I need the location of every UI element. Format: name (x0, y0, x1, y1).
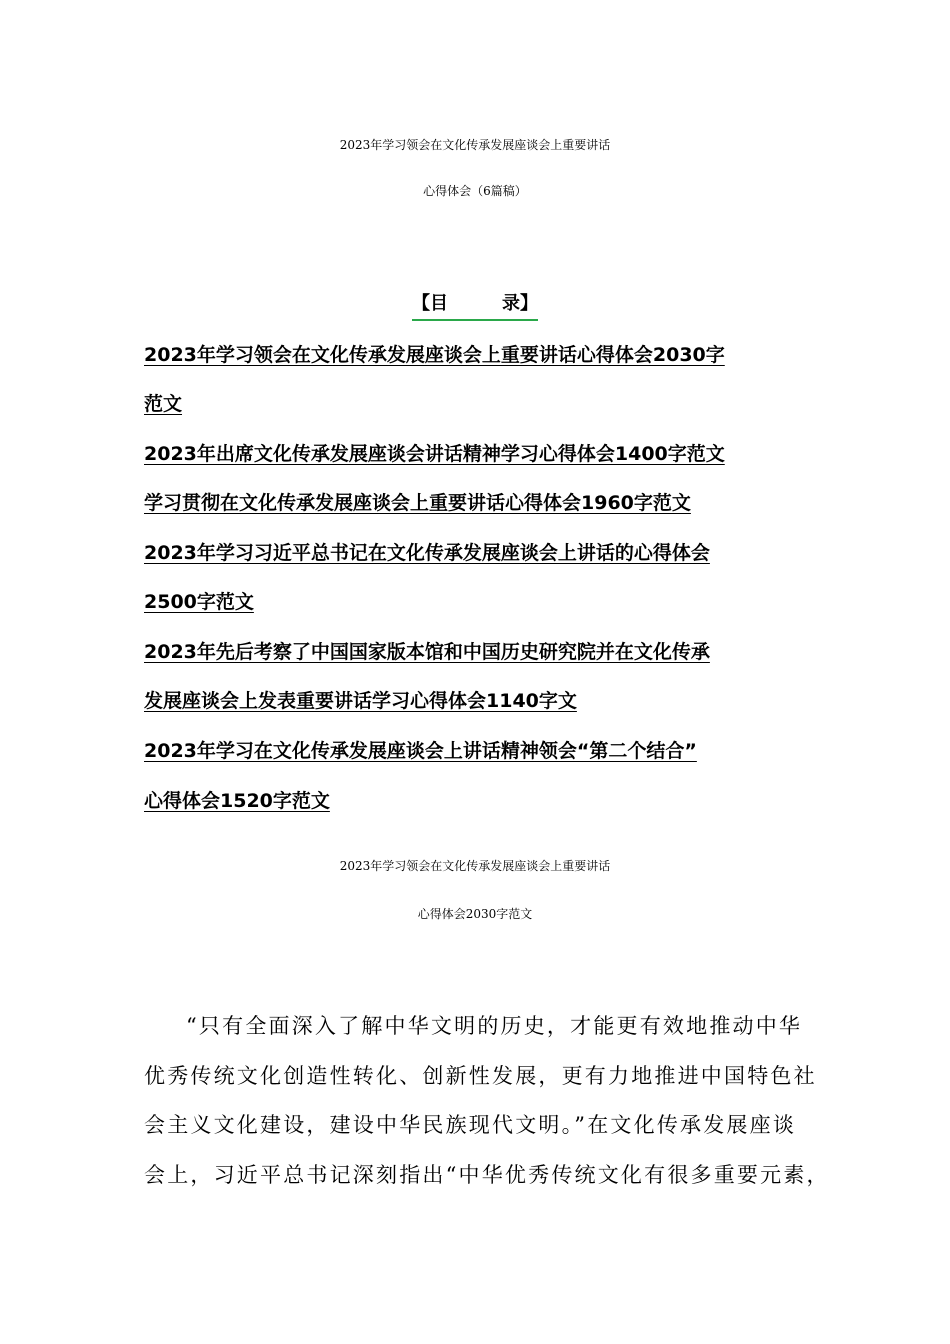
toc-link-6-cont[interactable]: 心得体会1520字范文 (144, 790, 330, 812)
section-title-line-2: 心得体会2030字范文 (417, 907, 533, 921)
toc-link-2[interactable]: 2023年出席文化传承发展座谈会讲话精神学习心得体会1400字范文 (144, 443, 725, 465)
toc-link-6[interactable]: 2023年学习在文化传承发展座谈会上讲话精神领会“第二个结合” (144, 740, 697, 762)
toc-link-5-cont[interactable]: 发展座谈会上发表重要讲话学习心得体会1140字文 (144, 690, 577, 712)
toc-link-1[interactable]: 2023年学习领会在文化传承发展座谈会上重要讲话心得体会2030字 (144, 344, 725, 366)
section-title-line-1: 2023年学习领会在文化传承发展座谈会上重要讲话 (339, 859, 611, 873)
toc-link-4[interactable]: 2023年学习习近平总书记在文化传承发展座谈会上讲话的心得体会 (144, 542, 710, 564)
body-paragraph-line-2: 优秀传统文化创造性转化、创新性发展，更有力地推进中国特色社 (144, 1064, 817, 1088)
document-title-line-1: 2023年学习领会在文化传承发展座谈会上重要讲话 (339, 138, 611, 152)
body-paragraph-line-3: 会主义文化建设，建设中华民族现代文明。”在文化传承发展座谈 (144, 1113, 797, 1137)
toc-heading-label: 【目 录】 (412, 289, 538, 321)
toc-link-5[interactable]: 2023年先后考察了中国国家版本馆和中国历史研究院并在文化传承 (144, 641, 710, 663)
document-title-line-2: 心得体会（6篇稿） (423, 184, 527, 198)
toc-heading (0, 289, 950, 321)
toc-link-4-cont[interactable]: 2500字范文 (144, 591, 254, 613)
toc-link-3[interactable]: 学习贯彻在文化传承发展座谈会上重要讲话心得体会1960字范文 (144, 492, 691, 514)
body-paragraph-line-1: “只有全面深入了解中华文明的历史，才能更有效地推动中华 (186, 1014, 803, 1038)
toc-link-1-cont[interactable]: 范文 (144, 393, 183, 415)
body-paragraph-line-4: 会上，习近平总书记深刻指出“中华优秀传统文化有很多重要元素， (144, 1163, 830, 1187)
